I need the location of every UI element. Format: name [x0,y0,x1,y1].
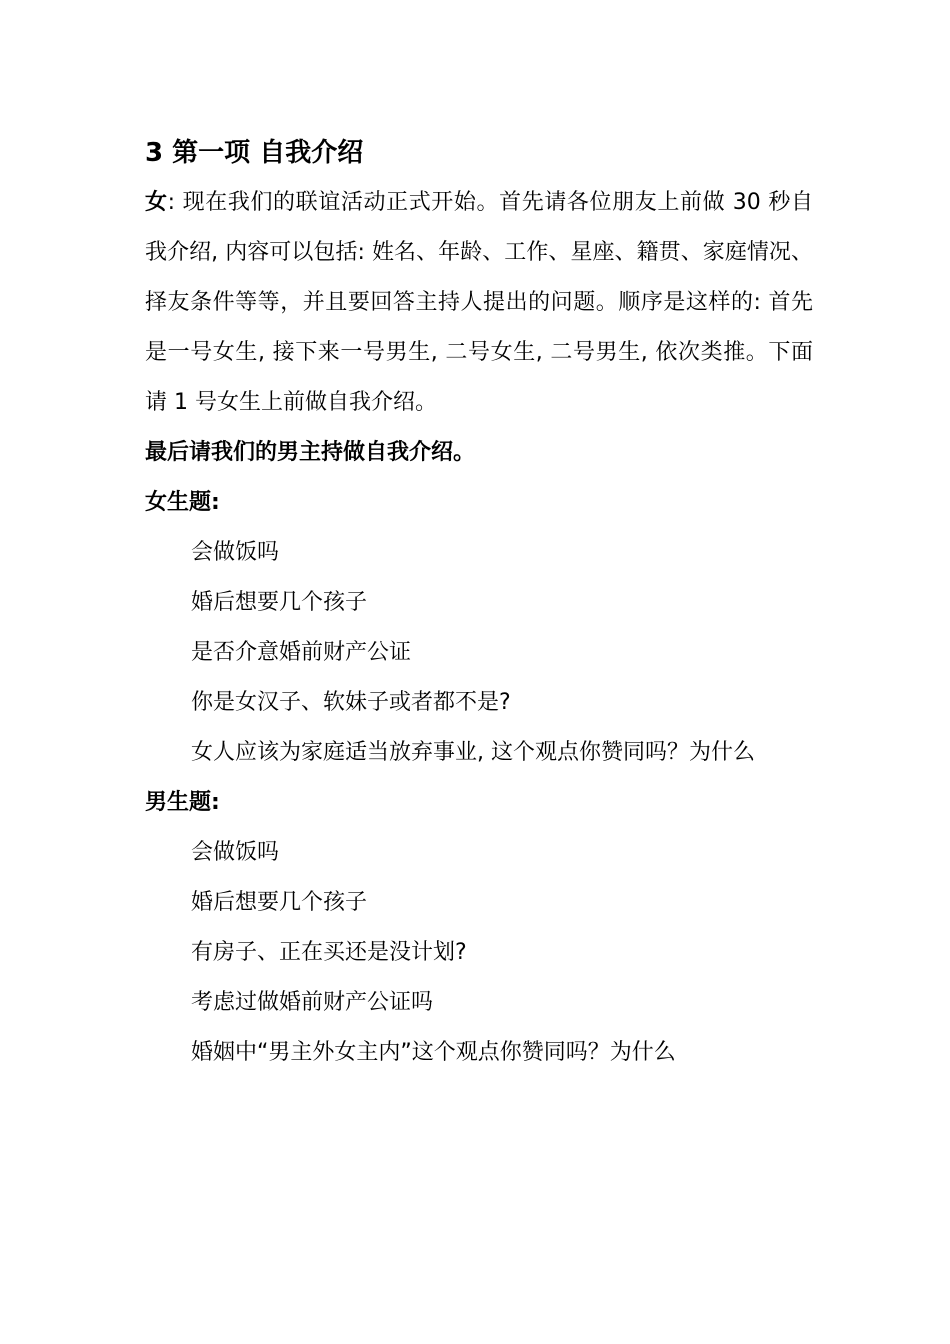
speaker-label: 女 [145,190,168,215]
female-question-item: 女人应该为家庭适当放弃事业, 这个观点你赞同吗？为什么 [191,740,755,765]
male-question-item: 婚姻中“男主外女主内”这个观点你赞同吗？为什么 [191,1040,676,1065]
female-question-list [145,528,813,778]
female-question-item: 是否介意婚前财产公证 [191,640,412,665]
male-questions-label: 男生题: [145,790,220,815]
female-question-item: 你是女汉子、软妹子或者都不是? [191,690,511,715]
female-question-item: 婚后想要几个孩子 [191,590,368,615]
female-question-item: 会做饭吗 [191,540,280,565]
closing-line: 最后请我们的男主持做自我介绍。 [145,440,476,465]
female-questions-label: 女生题: [145,490,220,515]
male-question-list [145,828,813,1078]
male-question-item: 考虑过做婚前财产公证吗 [191,990,434,1015]
male-question-item: 婚后想要几个孩子 [191,890,368,915]
male-question-item: 有房子、正在买还是没计划? [191,940,467,965]
intro-text: : 现在我们的联谊活动正式开始。首先请各位朋友上前做 30 秒自我介绍, 内容可以包括: 姓名、年龄、工作、星座、籍贯、家庭情况、择友条件等等，并且要回答主持人提出的问题。顺序是这样的: 首先是一号女生, 接下来一号男生, 二号女生, 二号男生, 依次类推。下面请 1 号女生上前做自我介绍。 [145,190,813,415]
section-heading: 3 第一项 自我介绍 [145,138,364,168]
document-body [145,128,813,1078]
male-question-item: 会做饭吗 [191,840,280,865]
intro-paragraph [145,178,813,428]
